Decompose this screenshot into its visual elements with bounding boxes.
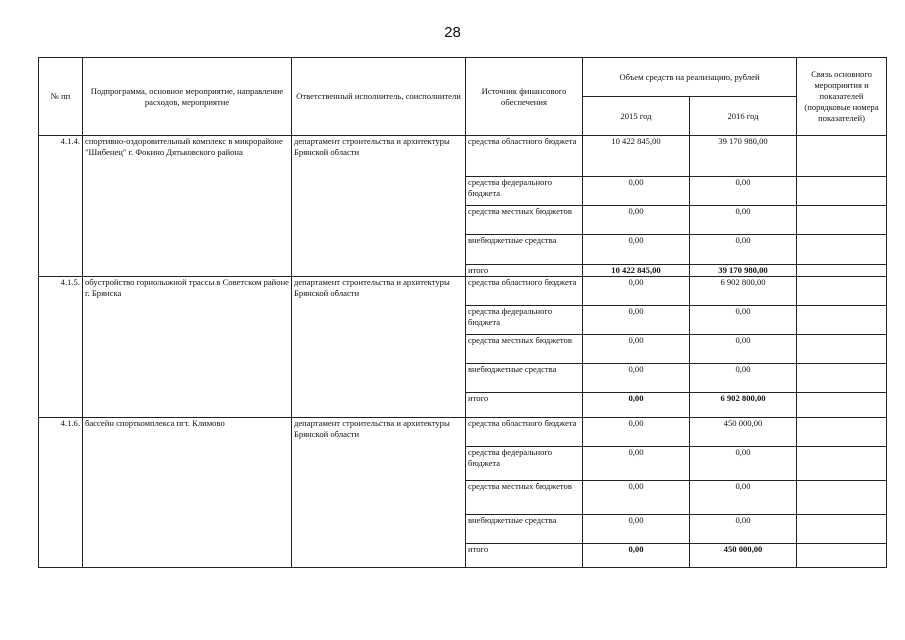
header-volume: Объем средств на реализацию, рублей <box>583 58 797 97</box>
value-2016: 0,00 <box>690 447 797 481</box>
value-2016: 0,00 <box>690 206 797 235</box>
value-2016: 0,00 <box>690 306 797 335</box>
header-year-2016: 2016 год <box>690 97 797 136</box>
indicator-link <box>797 481 887 515</box>
funding-source: средства федерального бюджета <box>466 447 583 481</box>
table-row <box>39 418 887 447</box>
value-2015: 0,00 <box>583 235 690 265</box>
funding-source: средства областного бюджета <box>466 136 583 177</box>
value-2015: 10 422 845,00 <box>583 136 690 177</box>
indicator-link <box>797 177 887 206</box>
value-2015: 0,00 <box>583 515 690 544</box>
indicator-link <box>797 544 887 568</box>
value-2016: 450 000,00 <box>690 544 797 568</box>
header-link: Связь основного мероприятия и показателей (порядковые номера показателей) <box>797 58 887 136</box>
header-source: Источник финансового обеспечения <box>466 58 583 136</box>
indicator-link <box>797 335 887 364</box>
budget-table <box>38 57 887 568</box>
section-name: обустройство горнолыжной трассы в Советском районе г. Брянска <box>83 277 292 418</box>
value-2015: 0,00 <box>583 277 690 306</box>
funding-source: итого <box>466 393 583 418</box>
table-body <box>39 136 887 568</box>
indicator-link <box>797 447 887 481</box>
section-executor: департамент строительства и архитектуры Брянской области <box>292 418 466 568</box>
indicator-link <box>797 235 887 265</box>
funding-source: средства областного бюджета <box>466 418 583 447</box>
funding-source: средства федерального бюджета <box>466 306 583 335</box>
funding-source: средства местных бюджетов <box>466 206 583 235</box>
value-2015: 0,00 <box>583 364 690 393</box>
indicator-link <box>797 206 887 235</box>
value-2016: 0,00 <box>690 515 797 544</box>
funding-source: средства местных бюджетов <box>466 481 583 515</box>
section-code: 4.1.5. <box>39 277 83 418</box>
funding-source: итого <box>466 265 583 277</box>
header-executor: Ответственный исполнитель, соисполнители <box>292 58 466 136</box>
value-2015: 10 422 845,00 <box>583 265 690 277</box>
indicator-link <box>797 364 887 393</box>
table-row <box>39 136 887 177</box>
header-program: Подпрограмма, основное мероприятие, направление расходов, мероприятие <box>83 58 292 136</box>
value-2016: 6 902 800,00 <box>690 277 797 306</box>
table-row <box>39 277 887 306</box>
value-2016: 6 902 800,00 <box>690 393 797 418</box>
value-2016: 0,00 <box>690 481 797 515</box>
indicator-link <box>797 393 887 418</box>
section-executor: департамент строительства и архитектуры Брянской области <box>292 277 466 418</box>
funding-source: средства областного бюджета <box>466 277 583 306</box>
indicator-link <box>797 418 887 447</box>
value-2016: 0,00 <box>690 335 797 364</box>
indicator-link <box>797 515 887 544</box>
section-name: бассейн спорткомплекса пгт. Климово <box>83 418 292 568</box>
value-2015: 0,00 <box>583 393 690 418</box>
value-2015: 0,00 <box>583 177 690 206</box>
value-2016: 0,00 <box>690 235 797 265</box>
value-2016: 0,00 <box>690 364 797 393</box>
indicator-link <box>797 136 887 177</box>
funding-source: средства местных бюджетов <box>466 335 583 364</box>
value-2015: 0,00 <box>583 306 690 335</box>
funding-source: средства федерального бюджета <box>466 177 583 206</box>
funding-source: внебюджетные средства <box>466 364 583 393</box>
value-2015: 0,00 <box>583 447 690 481</box>
header-year-2015: 2015 год <box>583 97 690 136</box>
header-num: № пп <box>39 58 83 136</box>
funding-source: внебюджетные средства <box>466 235 583 265</box>
value-2016: 39 170 980,00 <box>690 136 797 177</box>
value-2015: 0,00 <box>583 481 690 515</box>
indicator-link <box>797 306 887 335</box>
value-2016: 450 000,00 <box>690 418 797 447</box>
section-executor: департамент строительства и архитектуры Брянской области <box>292 136 466 277</box>
value-2015: 0,00 <box>583 206 690 235</box>
section-code: 4.1.6. <box>39 418 83 568</box>
funding-source: внебюджетные средства <box>466 515 583 544</box>
funding-source: итого <box>466 544 583 568</box>
indicator-link <box>797 277 887 306</box>
section-name: спортивно-оздоровительный комплекс в микрорайоне "Шибенец" г. Фокино Дятьковского района <box>83 136 292 277</box>
indicator-link <box>797 265 887 277</box>
value-2015: 0,00 <box>583 335 690 364</box>
value-2016: 0,00 <box>690 177 797 206</box>
section-code: 4.1.4. <box>39 136 83 277</box>
value-2016: 39 170 980,00 <box>690 265 797 277</box>
value-2015: 0,00 <box>583 418 690 447</box>
page-number: 28 <box>444 24 461 41</box>
value-2015: 0,00 <box>583 544 690 568</box>
